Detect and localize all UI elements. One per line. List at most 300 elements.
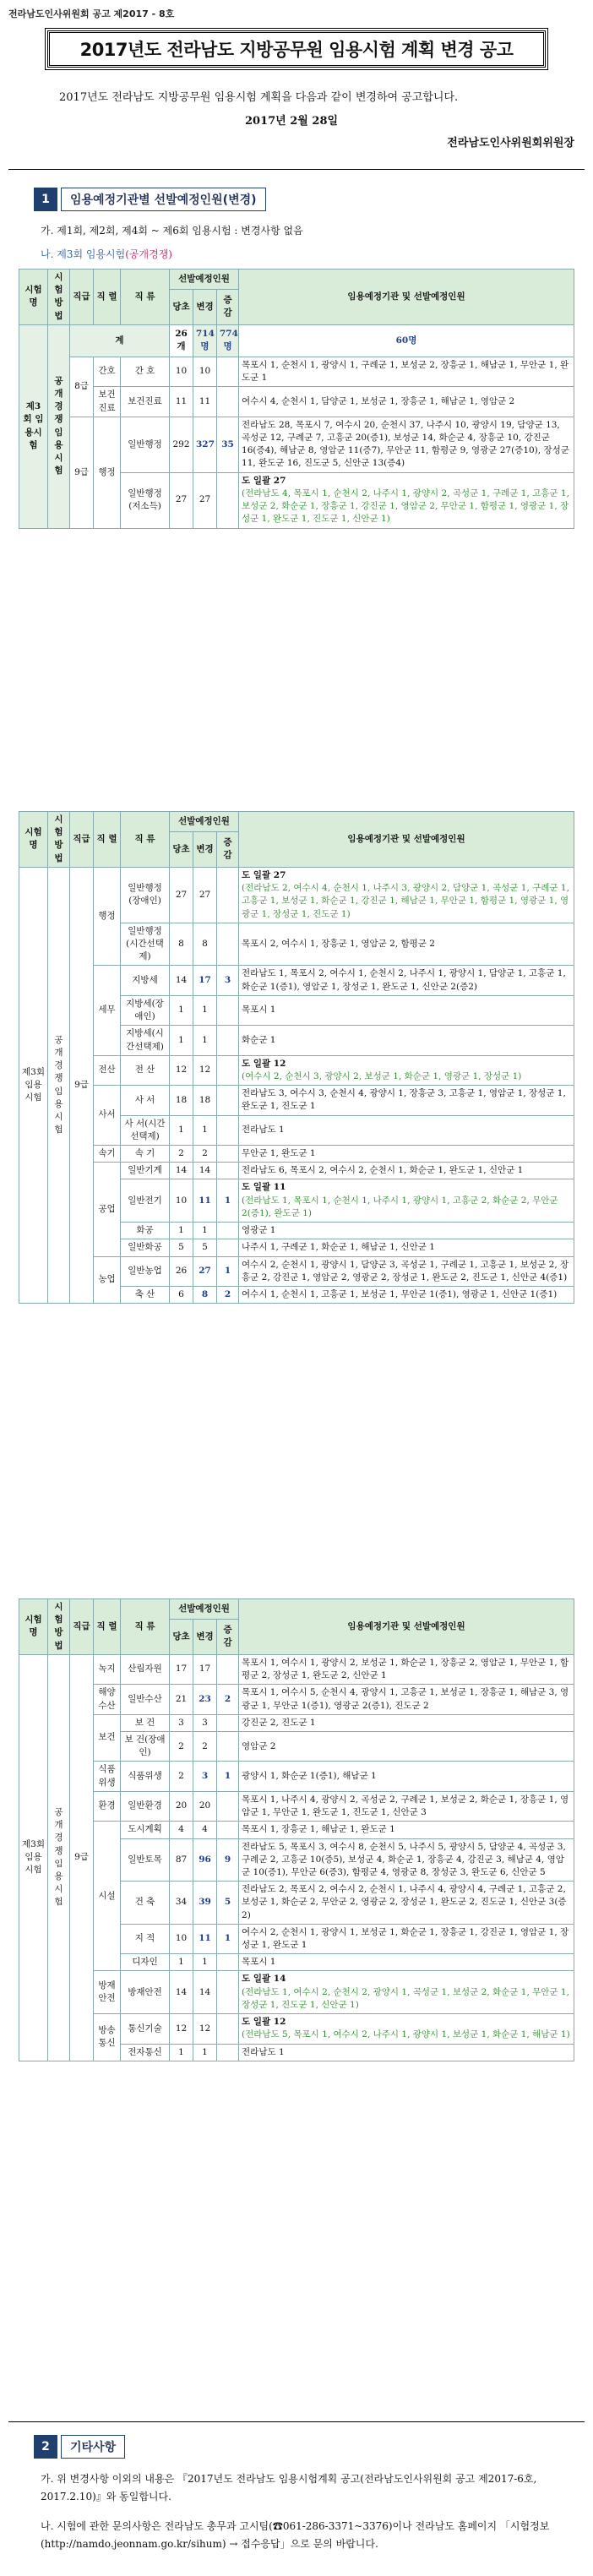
increase-cell — [217, 1086, 239, 1115]
initial-cell: 18 — [170, 1086, 193, 1115]
kind-cell: 일반행정(장애인) — [121, 867, 170, 923]
changed-cell: 1 — [193, 1115, 217, 1145]
initial-cell: 4 — [170, 1822, 193, 1838]
initial-cell: 1 — [170, 1954, 193, 1971]
kind-cell: 산림자원 — [121, 1654, 170, 1684]
series-cell: 간호 — [94, 357, 121, 386]
kind-cell: 도시계획 — [121, 1822, 170, 1838]
initial-cell: 14 — [170, 966, 193, 995]
header-changed: 변경 — [193, 831, 217, 867]
increase-cell — [217, 1163, 239, 1179]
agencies-cell — [239, 1223, 574, 1239]
increase-cell — [217, 1731, 239, 1761]
agencies-list: (전라남도 5, 목포시 1, 여수시 2, 나주시 1, 광양시 1, 보성군 1, 화순군 1, 해남군 1) — [242, 2029, 570, 2040]
increase-cell — [217, 357, 239, 386]
kind-cell: 보 건 — [121, 1714, 170, 1731]
kind-cell: 일반전기 — [121, 1179, 170, 1223]
increase-cell — [217, 1055, 239, 1085]
table-row — [19, 1971, 574, 2014]
header-grade: 직급 — [70, 812, 94, 868]
table-row — [19, 867, 574, 923]
total-changed: 774명 — [217, 324, 239, 357]
total-label: 계 — [70, 324, 170, 357]
agencies-cell — [239, 1179, 574, 1223]
agencies-cell — [239, 966, 574, 995]
table-row — [19, 1256, 574, 1286]
kind-cell: 속 기 — [121, 1146, 170, 1163]
kind-cell: 일반농업 — [121, 1256, 170, 1286]
agencies-list: 목포시 1, 순천시 1, 광양시 1, 구례군 1, 보성군 2, 장흥군 1, 해남군 1, 무안군 1, 완도군 1 — [242, 359, 569, 384]
agencies-list: 전라남도 5, 목포시 3, 여수시 8, 순천시 5, 나주시 5, 광양시 5, 담양군 4, 곡성군 3, 구례군 2, 고흥군 10(증5), 보성군 4, 화순군 1, 장흥군 4, 강진군 3, 해남군 4, 영암군 10(증1), 무안군 6(증3), 함평군 4, 영광군 8, 장성군 3, 완도군 6, 신안군 5 — [242, 1841, 566, 1877]
initial-cell: 27 — [170, 472, 193, 528]
kind-cell: 일반행정(저소득) — [121, 472, 170, 528]
kind-cell: 일반화공 — [121, 1239, 170, 1256]
agencies-cell — [239, 417, 574, 472]
table-row — [19, 417, 574, 472]
increase-cell: 1 — [217, 1256, 239, 1286]
series-cell: 해양수산 — [94, 1685, 121, 1714]
agencies-batch: 도 일괄 12 — [242, 1058, 286, 1069]
section-1-item-ga: 가. 제1회, 제2회, 제4회 ~ 제6회 임용시험 : 변경사항 없음 — [41, 225, 303, 237]
agencies-cell — [239, 1731, 574, 1761]
changed-cell: 1 — [193, 1954, 217, 1971]
increase-cell — [217, 1971, 239, 2014]
header-method: 시험방법 — [48, 270, 70, 325]
table-row — [19, 1654, 574, 1684]
table-row — [19, 1146, 574, 1163]
changed-cell: 2 — [193, 1731, 217, 1761]
header-planned: 선발예정인원 — [170, 812, 239, 832]
section-2-para-ga: 가. 위 변경사항 이외의 내용은 『2017년도 전라남도 임용시험계획 공고(전라남도인사위원회 공고 제2017-6호, 2017.2.10)』와 동일합니다. — [41, 2473, 537, 2502]
agencies-cell — [239, 1838, 574, 1882]
agencies-cell — [239, 1714, 574, 1731]
agencies-list: 무안군 1, 완도군 1 — [242, 1148, 316, 1159]
agencies-list: (전라남도 1, 목포시 1, 순천시 1, 나주시 1, 광양시 1, 고흥군 2, 화순군 2, 무안군 2(증1), 완도군 1) — [242, 1195, 558, 1218]
increase-cell — [217, 2014, 239, 2044]
changed-cell: 1 — [193, 995, 217, 1025]
section-2-number: 2 — [34, 2435, 57, 2459]
agencies-list: (전라남도 4, 목포시 1, 순천시 2, 나주시 1, 광양시 2, 곡성군 1, 구례군 1, 고흥군 1, 보성군 2, 화순군 1, 장흥군 1, 강진군 1, 영암군 2, 무안군 1, 함평군 1, 영광군 1, 장성군 1, 완도군 1, 진도군 1, 신안군 1) — [242, 487, 569, 525]
header-planned: 선발예정인원 — [170, 270, 239, 290]
agencies-cell — [239, 923, 574, 966]
increase-cell — [217, 1115, 239, 1145]
announcement-date: 2017년 2월 28일 — [245, 115, 339, 128]
changed-cell: 18 — [193, 1086, 217, 1115]
agencies-cell — [239, 1163, 574, 1179]
changed-cell: 23 — [193, 1685, 217, 1714]
agencies-list: 전라남도 1 — [242, 2046, 285, 2057]
kind-cell: 일반토목 — [121, 1838, 170, 1882]
changed-cell: 1 — [193, 1026, 217, 1055]
agencies-list: (전라남도 1, 여수시 2, 순천시 2, 광양시 1, 곡성군 1, 보성군 2, 화순군 1, 무안군 1, 장성군 1, 진도군 1, 신안군 1) — [242, 1986, 569, 2010]
initial-cell: 21 — [170, 1685, 193, 1714]
increase-cell: 1 — [217, 1762, 239, 1791]
kind-cell: 식품위생 — [121, 1762, 170, 1791]
header-agencies: 임용예정기관 및 선발예정인원 — [239, 1599, 574, 1655]
series-cell: 보건진료 — [94, 387, 121, 417]
section-1-title: 임용예정기관별 선발예정인원(변경) — [61, 188, 266, 211]
header-series: 직 렬 — [94, 812, 121, 868]
changed-cell: 17 — [193, 966, 217, 995]
header-increase: 증감 — [217, 831, 239, 867]
kind-cell: 디자인 — [121, 1954, 170, 1971]
agencies-cell — [239, 1239, 574, 1256]
changed-cell: 11 — [193, 1179, 217, 1223]
total-row — [19, 324, 574, 357]
method-cell: 공개경쟁임용시험 — [48, 1654, 70, 2061]
changed-cell: 20 — [193, 1791, 217, 1821]
kind-cell: 축 산 — [121, 1287, 170, 1304]
series-cell: 전산 — [94, 1055, 121, 1085]
increase-cell: 3 — [217, 966, 239, 995]
table-row — [19, 966, 574, 995]
initial-cell: 10 — [170, 1924, 193, 1953]
initial-cell: 1 — [170, 1026, 193, 1055]
table-row — [19, 1822, 574, 1838]
grade-cell: 8급 — [70, 357, 94, 417]
series-cell: 녹지 — [94, 1654, 121, 1684]
changed-cell: 39 — [193, 1882, 217, 1925]
agencies-list: 전라남도 3, 여수시 3, 순천시 4, 광양시 1, 장흥군 3, 고흥군 1, 영암군 1, 장성군 1, 완도군 1, 진도군 1 — [242, 1088, 566, 1112]
section-1-item-na — [41, 247, 172, 261]
header-exam: 시험명 — [19, 1599, 48, 1655]
page-title: 2017년도 전라남도 지방공무원 임용시험 계획 변경 공고 — [47, 30, 546, 68]
section-2-heading — [34, 2435, 125, 2459]
initial-cell: 20 — [170, 1791, 193, 1821]
agencies-list: (전라남도 2, 여수시 4, 순천시 1, 나주시 3, 광양시 2, 담양군 1, 곡성군 1, 구례군 1, 고흥군 1, 보성군 1, 화순군 1, 강진군 1, 해남군 1, 무안군 1, 함평군 1, 영광군 1, 영광군 1, 장성군 1, 진도군 1) — [242, 883, 569, 919]
schedule-table-1 — [19, 269, 574, 529]
increase-cell: 2 — [217, 1287, 239, 1304]
changed-cell: 8 — [193, 1287, 217, 1304]
agencies-list: 전라남도 1 — [242, 1125, 285, 1136]
increase-cell — [217, 1239, 239, 1256]
initial-cell: 87 — [170, 1838, 193, 1882]
kind-cell: 지방세 — [121, 966, 170, 995]
changed-cell: 3 — [193, 1714, 217, 1731]
agencies-list: 나주시 1, 구례군 1, 화순군 1, 해남군 1, 신안군 1 — [242, 1242, 435, 1253]
schedule-table-3 — [19, 1598, 574, 2061]
agencies-cell — [239, 2044, 574, 2061]
increase-cell — [217, 1026, 239, 1055]
agencies-cell — [239, 357, 574, 386]
increase-cell: 1 — [217, 1179, 239, 1223]
initial-cell: 3 — [170, 1714, 193, 1731]
kind-cell: 지 적 — [121, 1924, 170, 1953]
changed-cell: 14 — [193, 1971, 217, 2014]
table-row — [19, 1762, 574, 1791]
changed-cell: 11 — [193, 1924, 217, 1953]
series-cell: 환경 — [94, 1791, 121, 1821]
agencies-cell — [239, 2014, 574, 2044]
header-kind: 직 류 — [121, 1599, 170, 1655]
kind-cell: 보 건(장애인) — [121, 1731, 170, 1761]
table-row — [19, 1055, 574, 1085]
kind-cell: 지방세(시간선택제) — [121, 1026, 170, 1055]
series-cell: 보건 — [94, 1714, 121, 1762]
agencies-list: 화순군 1 — [242, 1034, 276, 1045]
agencies-cell — [239, 1146, 574, 1163]
initial-cell: 17 — [170, 1654, 193, 1684]
agencies-list: 영암군 2 — [242, 1740, 276, 1751]
increase-cell — [217, 1654, 239, 1684]
initial-cell: 1 — [170, 1223, 193, 1239]
increase-cell: 35 — [217, 417, 239, 472]
initial-cell: 12 — [170, 1055, 193, 1085]
method-cell: 공개경쟁임용시험 — [48, 867, 70, 1303]
announcement-number: 전라남도인사위원회 공고 제2017 - 8호 — [8, 8, 175, 19]
agencies-list: 전라남도 6, 목포시 2, 여수시 2, 순천시 1, 화순군 1, 완도군 1, 신안군 1 — [242, 1165, 524, 1176]
agencies-list: 영광군 1 — [242, 1225, 276, 1236]
agencies-list: 목포시 1, 여수시 5, 순천시 4, 광양시 1, 고흥군 1, 보성군 1, 장흥군 1, 해남군 3, 영광군 1, 무안군 1(증1), 영광군 2(증1), 진도군 2 — [242, 1687, 569, 1711]
agencies-list: 목포시 1, 나주시 4, 광양시 2, 곡성군 2, 구례군 1, 보성군 2, 화순군 1, 장흥군 1, 영암군 1, 무안군 1, 완도군 1, 진도군 1, 신안군 3 — [242, 1794, 569, 1818]
table-row — [19, 1086, 574, 1115]
agencies-list: 목포시 1 — [242, 1957, 276, 1968]
item-na-type: (공개경쟁) — [125, 248, 172, 260]
table-row — [19, 357, 574, 386]
initial-cell: 11 — [170, 387, 193, 417]
exam-name-cell: 제3회 임용시험 — [19, 324, 48, 528]
agencies-cell — [239, 1086, 574, 1115]
changed-cell: 4 — [193, 1822, 217, 1838]
header-planned: 선발예정인원 — [170, 1599, 239, 1620]
initial-cell: 1 — [170, 1115, 193, 1145]
changed-cell: 327 — [193, 417, 217, 472]
changed-cell: 12 — [193, 2014, 217, 2044]
agencies-list: 목포시 2, 여수시 1, 장흥군 1, 영암군 2, 함평군 2 — [242, 938, 435, 949]
increase-cell — [217, 1223, 239, 1239]
changed-cell: 5 — [193, 1239, 217, 1256]
grade-cell: 9급 — [70, 417, 94, 528]
increase-cell — [217, 1822, 239, 1838]
table-row — [19, 387, 574, 417]
increase-cell — [217, 387, 239, 417]
table-row — [19, 1714, 574, 1731]
agencies-batch: 도 일괄 11 — [242, 1182, 286, 1193]
initial-cell: 10 — [170, 1179, 193, 1223]
agencies-list: 여수시 2, 순천시 1, 광양시 1, 보성군 1, 화순군 1, 장흥군 1, 강진군 1, 영암군 1, 장성군 1, 완도군 1 — [242, 1926, 569, 1951]
header-initial: 당초 — [170, 289, 193, 324]
item-na-label: 나. 제3회 임용시험 — [41, 248, 126, 260]
kind-cell: 지방세(장애인) — [121, 995, 170, 1025]
series-cell: 행정 — [94, 417, 121, 528]
section-1-heading — [34, 188, 266, 211]
increase-cell — [217, 1791, 239, 1821]
agencies-list: 여수시 2, 순천시 1, 광양시 1, 담양군 3, 곡성군 1, 구례군 1, 고흥군 1, 보성군 2, 장흥군 2, 강진군 1, 영암군 2, 영광군 2, 장성군 1, 완도군 2, 진도군 1, 신안군 4(증1) — [242, 1259, 569, 1283]
agencies-batch: 도 일괄 14 — [242, 1974, 286, 1985]
initial-cell: 8 — [170, 923, 193, 966]
agencies-cell — [239, 1115, 574, 1145]
header-changed: 변경 — [193, 289, 217, 324]
agencies-cell — [239, 867, 574, 923]
agencies-list: 목포시 1, 장흥군 1, 해남군 1, 완도군 1 — [242, 1824, 395, 1835]
agencies-cell — [239, 1026, 574, 1055]
series-cell: 사서 — [94, 1086, 121, 1146]
intro-text: 2017년도 전라남도 지방공무원 임용시험 계획을 다음과 같이 변경하여 공고합니다. — [59, 91, 459, 104]
initial-cell: 14 — [170, 1163, 193, 1179]
kind-cell: 통신기술 — [121, 2014, 170, 2044]
kind-cell: 일반행정 — [121, 417, 170, 472]
kind-cell: 건 축 — [121, 1882, 170, 1925]
changed-cell: 27 — [193, 472, 217, 528]
increase-cell: 9 — [217, 1838, 239, 1882]
agencies-batch: 도 일괄 12 — [242, 2017, 286, 2028]
divider — [8, 2421, 585, 2422]
series-cell: 공업 — [94, 1163, 121, 1256]
increase-cell: 2 — [217, 1685, 239, 1714]
series-cell: 세무 — [94, 966, 121, 1055]
kind-cell: 사 서(시간선택제) — [121, 1115, 170, 1145]
agencies-cell — [239, 1287, 574, 1304]
initial-cell: 6 — [170, 1287, 193, 1304]
initial-cell: 27 — [170, 867, 193, 923]
agencies-cell — [239, 1654, 574, 1684]
header-agencies: 임용예정기관 및 선발예정인원 — [239, 270, 574, 325]
kind-cell: 전 산 — [121, 1055, 170, 1085]
agencies-cell — [239, 1256, 574, 1286]
method-cell: 공개경쟁임용시험 — [48, 324, 70, 528]
agencies-cell — [239, 387, 574, 417]
section-2-para-na: 나. 시험에 관한 문의사항은 전라남도 총무과 고시팀(☎061-286-3371~3376)이나 전라남도 홈페이지 「시험정보(http://namdo.jeonnam.go.kr/sihum) → 접수응답」으로 문의 바랍니다. — [41, 2520, 550, 2550]
exam-name-cell: 제3회 임용시험 — [19, 867, 48, 1303]
section-1-number: 1 — [34, 188, 57, 211]
issuer-name: 전라남도인사위원회위원장 — [447, 137, 574, 150]
increase-cell — [217, 995, 239, 1025]
kind-cell: 간 호 — [121, 357, 170, 386]
increase-cell — [217, 867, 239, 923]
kind-cell: 방재안전 — [121, 1971, 170, 2014]
changed-cell: 1 — [193, 2044, 217, 2061]
header-exam: 시험명 — [19, 270, 48, 325]
total-kinds: 26개 — [170, 324, 193, 357]
changed-cell: 11 — [193, 387, 217, 417]
agencies-list: 여수시 1, 순천시 1, 고흥군 1, 보성군 1, 무안군 1(증1), 영광군 1, 신안군 1(증1) — [242, 1289, 558, 1299]
kind-cell: 일반환경 — [121, 1791, 170, 1821]
increase-cell — [217, 1954, 239, 1971]
agencies-list: 전라남도 1, 목포시 2, 여수시 1, 순천시 2, 나주시 1, 광양시 1, 담양군 1, 고흥군 1, 화순군 1(증1), 영암군 1, 장성군 1, 완도군 1, 신안군 2(증2) — [242, 968, 566, 992]
series-cell: 속기 — [94, 1146, 121, 1163]
kind-cell: 사 서 — [121, 1086, 170, 1115]
header-increase: 증감 — [217, 289, 239, 324]
header-agencies: 임용예정기관 및 선발예정인원 — [239, 812, 574, 868]
series-cell: 방재안전 — [94, 1971, 121, 2014]
agencies-list: 목포시 1, 여수시 1, 광양시 2, 보성군 1, 화순군 1, 장흥군 2, 영암군 1, 무안군 1, 함평군 2, 장성군 1, 완도군 2, 신안군 1 — [242, 1657, 569, 1681]
header-initial: 당초 — [170, 831, 193, 867]
initial-cell: 2 — [170, 1731, 193, 1761]
changed-cell: 96 — [193, 1838, 217, 1882]
header-grade: 직급 — [70, 1599, 94, 1655]
agencies-list: 목포시 1 — [242, 1005, 276, 1016]
initial-cell: 12 — [170, 2014, 193, 2044]
agencies-list: (여수시 2, 순천시 3, 광양시 2, 보성군 1, 화순군 1, 영광군 1, 장성군 1) — [242, 1070, 522, 1081]
kind-cell: 보건진료 — [121, 387, 170, 417]
initial-cell: 10 — [170, 357, 193, 386]
header-method: 시험방법 — [48, 1599, 70, 1655]
series-cell: 식품위생 — [94, 1762, 121, 1791]
agencies-batch: 도 일괄 27 — [242, 869, 286, 880]
initial-cell: 5 — [170, 1239, 193, 1256]
increase-cell — [217, 1146, 239, 1163]
grade-cell: 9급 — [70, 1654, 94, 2061]
exam-name-cell: 제3회 임용시험 — [19, 1654, 48, 2061]
agencies-cell — [239, 472, 574, 528]
agencies-list: 광양시 1, 화순군 1(증1), 해남군 1 — [242, 1771, 377, 1782]
series-cell: 행정 — [94, 867, 121, 966]
initial-cell: 34 — [170, 1882, 193, 1925]
agencies-cell — [239, 1685, 574, 1714]
agencies-cell — [239, 1762, 574, 1791]
initial-cell: 1 — [170, 995, 193, 1025]
initial-cell: 14 — [170, 1971, 193, 2014]
agencies-cell — [239, 1882, 574, 1925]
table-row — [19, 1685, 574, 1714]
changed-cell: 8 — [193, 923, 217, 966]
header-increase: 증감 — [217, 1619, 239, 1654]
agencies-cell — [239, 1954, 574, 1971]
changed-cell: 27 — [193, 1256, 217, 1286]
table-row — [19, 1791, 574, 1821]
grade-cell: 9급 — [70, 867, 94, 1303]
section-2-title: 기타사항 — [61, 2435, 125, 2459]
total-initial: 714명 — [193, 324, 217, 357]
initial-cell: 2 — [170, 1146, 193, 1163]
agencies-cell — [239, 1924, 574, 1953]
table-row — [19, 1163, 574, 1179]
table-row — [19, 2014, 574, 2044]
header-kind: 직 류 — [121, 270, 170, 325]
changed-cell: 14 — [193, 1163, 217, 1179]
agencies-cell — [239, 1791, 574, 1821]
agencies-batch: 도 일괄 27 — [242, 475, 286, 486]
header-method: 시험방법 — [48, 812, 70, 868]
changed-cell: 2 — [193, 1146, 217, 1163]
kind-cell: 전자통신 — [121, 2044, 170, 2061]
initial-cell: 26 — [170, 1256, 193, 1286]
series-cell: 시설 — [94, 1822, 121, 1971]
changed-cell: 3 — [193, 1762, 217, 1791]
agencies-cell — [239, 1971, 574, 2014]
schedule-table-2 — [19, 811, 574, 1304]
agencies-list: 강진군 2, 진도군 1 — [242, 1717, 316, 1728]
initial-cell: 292 — [170, 417, 193, 472]
kind-cell: 일반행정(시간선택제) — [121, 923, 170, 966]
header-series: 직 렬 — [94, 270, 121, 325]
changed-cell: 27 — [193, 867, 217, 923]
header-exam: 시험명 — [19, 812, 48, 868]
changed-cell: 10 — [193, 357, 217, 386]
header-changed: 변경 — [193, 1619, 217, 1654]
header-initial: 당초 — [170, 1619, 193, 1654]
increase-cell: 5 — [217, 1882, 239, 1925]
series-cell: 방송통신 — [94, 2014, 121, 2061]
increase-cell — [217, 923, 239, 966]
agencies-list: 전라남도 28, 목포시 7, 여수시 20, 순천시 37, 나주시 10, 광양시 19, 담양군 13, 곡성군 12, 구례군 7, 고흥군 20(증1), 보성군 14, 화순군 4, 장흥군 10, 강진군 16(증4), 해남군 8, 영암군 11(증7), 무안군 11, 함평군 9, 영광군 27(증10), 장성군 11, 완도군 16, 진도군 5, 신안군 13(증4) — [242, 419, 569, 469]
series-cell: 농업 — [94, 1256, 121, 1304]
agencies-cell — [239, 1055, 574, 1085]
increase-cell — [217, 1714, 239, 1731]
agencies-cell — [239, 995, 574, 1025]
kind-cell: 일반기계 — [121, 1163, 170, 1179]
kind-cell: 화공 — [121, 1223, 170, 1239]
increase-cell — [217, 472, 239, 528]
changed-cell: 17 — [193, 1654, 217, 1684]
increase-cell — [217, 2044, 239, 2061]
changed-cell: 1 — [193, 1223, 217, 1239]
initial-cell: 2 — [170, 1762, 193, 1791]
initial-cell: 1 — [170, 2044, 193, 2061]
changed-cell: 12 — [193, 1055, 217, 1085]
divider — [8, 169, 585, 170]
kind-cell: 일반수산 — [121, 1685, 170, 1714]
